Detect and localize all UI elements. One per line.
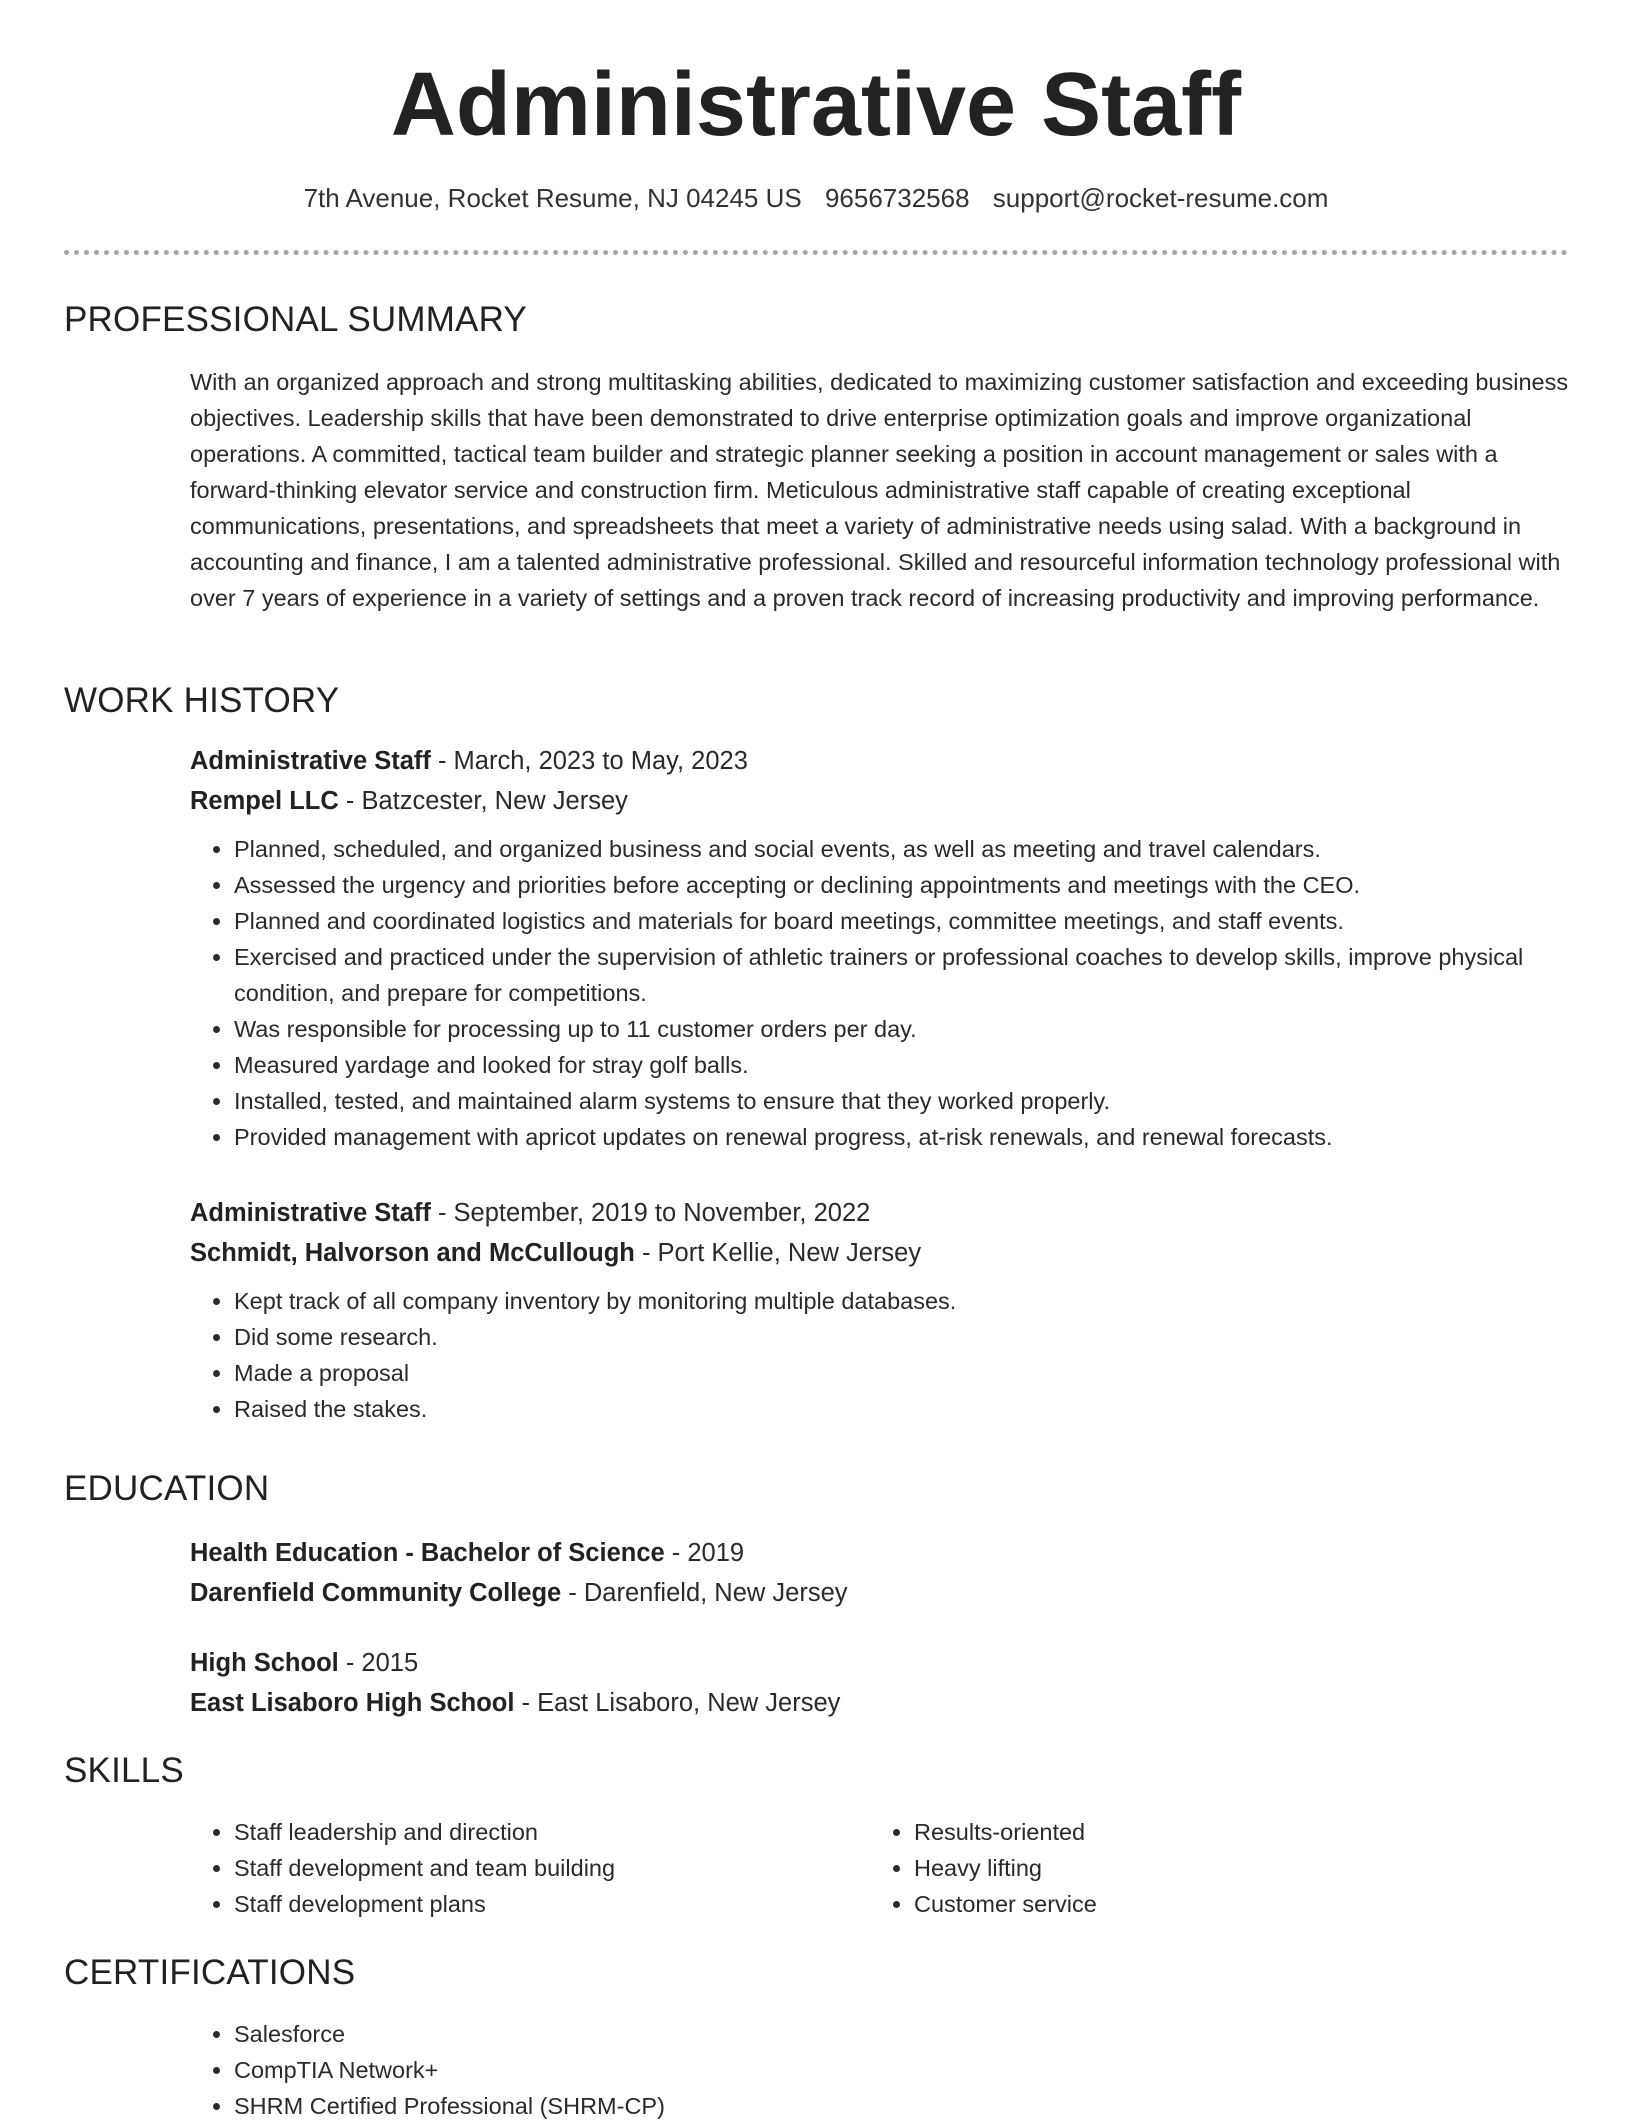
school: Darenfield Community College [190,1579,562,1607]
contact-address: 7th Avenue, Rocket Resume, NJ 04245 US [303,183,802,213]
list-item: • Assessed the urgency and priorities before accepting or declining appointments and meetings with the CEO. [234,867,1570,903]
list-item: • Heavy lifting [914,1850,1510,1886]
contact-email: support@rocket-resume.com [992,183,1329,213]
section-title-certifications: CERTIFICATIONS [64,1953,356,1992]
education-entry [190,1533,1570,1613]
list-item: • Provided management with apricot updates on renewal progress, at-risk renewals, and renewal forecasts. [234,1119,1570,1155]
degree-year: - 2015 [338,1649,419,1677]
section-title-skills: SKILLS [64,1751,184,1790]
job-company-line [190,1233,1570,1273]
work-entry [190,741,1570,1155]
job-bullets [190,831,1570,1155]
list-item: • Kept track of all company inventory by monitoring multiple databases. [234,1283,1570,1319]
list-item: • Staff leadership and direction [234,1814,830,1850]
skills-column-left [190,1814,830,1922]
school: East Lisaboro High School [190,1689,515,1717]
job-bullets [190,1283,1570,1427]
degree-year: - 2019 [664,1539,745,1567]
job-company-line [190,781,1570,821]
work-entry [190,1193,1570,1427]
job-location: - Port Kellie, New Jersey [634,1239,922,1267]
list-item: • Planned and coordinated logistics and materials for board meetings, committee meetings, and staff events. [234,903,1570,939]
job-company: Rempel LLC [190,787,339,815]
list-item: • Was responsible for processing up to 11 customer orders per day. [234,1011,1570,1047]
degree: High School [190,1649,339,1677]
job-location: - Batzcester, New Jersey [338,787,628,815]
skills-list [870,1814,1510,1922]
job-dates: - September, 2019 to November, 2022 [430,1199,871,1227]
list-item: • SHRM Certified Professional (SHRM-CP) [234,2088,1570,2124]
list-item: • Did some research. [234,1319,1570,1355]
contact-line [0,180,1632,216]
list-item: • Measured yardage and looked for stray golf balls. [234,1047,1570,1083]
list-item: • Results-oriented [914,1814,1510,1850]
job-title-line [190,741,1570,781]
school-location: - Darenfield, New Jersey [561,1579,848,1607]
contact-phone: 9656732568 [824,183,970,213]
school-line [190,1683,1570,1723]
list-item: • Installed, tested, and maintained alarm systems to ensure that they worked properly. [234,1083,1570,1119]
job-company: Schmidt, Halvorson and McCullough [190,1239,635,1267]
job-title: Administrative Staff [190,1199,431,1227]
skills-column-right [870,1814,1510,1922]
skills-list [190,1814,830,1922]
education-entry [190,1643,1570,1723]
summary-text: With an organized approach and strong multitasking abilities, dedicated to maximizing customer satisfaction and exceeding business objectives. Leadership skills that have been demonstrated to drive enterprise optimization goals and improve organizational operations. A committed, tactical team builder and strategic planner seeking a position in account management or sales with a forward-thinking elevator service and construction firm. Meticulous administrative staff capable of creating exceptional communications, presentations, and spreadsheets that meet a variety of administrative needs using salad. With a background in accounting and finance, I am a talented administrative professional. Skilled and resourceful information technology professional with over 7 years of experience in a variety of settings and a proven track record of increasing productivity and improving performance. [190,369,1569,611]
school-location: - East Lisaboro, New Jersey [514,1689,841,1717]
list-item: • Exercised and practiced under the supervision of athletic trainers or professional coaches to develop skills, improve physical condition, and prepare for competitions. [234,939,1570,1011]
section-title-work: WORK HISTORY [64,681,340,720]
list-item: • Raised the stakes. [234,1391,1570,1427]
list-item: • Staff development and team building [234,1850,830,1886]
section-title-summary: PROFESSIONAL SUMMARY [64,300,527,339]
list-item: • Salesforce [234,2016,1570,2052]
job-title-line [190,1193,1570,1233]
list-item: • CompTIA Network+ [234,2052,1570,2088]
school-line [190,1573,1570,1613]
certifications-list [190,2016,1570,2124]
resume-name: Administrative Staff [390,55,1242,155]
list-item: • Customer service [914,1886,1510,1922]
degree: Health Education - Bachelor of Science [190,1539,665,1567]
degree-line [190,1643,1570,1683]
certifications-block [190,2016,1570,2124]
section-title-education: EDUCATION [64,1469,270,1508]
list-item: • Planned, scheduled, and organized business and social events, as well as meeting and travel calendars. [234,831,1570,867]
job-title: Administrative Staff [190,747,431,775]
list-item: • Made a proposal [234,1355,1570,1391]
list-item: • Staff development plans [234,1886,830,1922]
header-divider [64,250,1568,255]
job-dates: - March, 2023 to May, 2023 [430,747,748,775]
degree-line [190,1533,1570,1573]
